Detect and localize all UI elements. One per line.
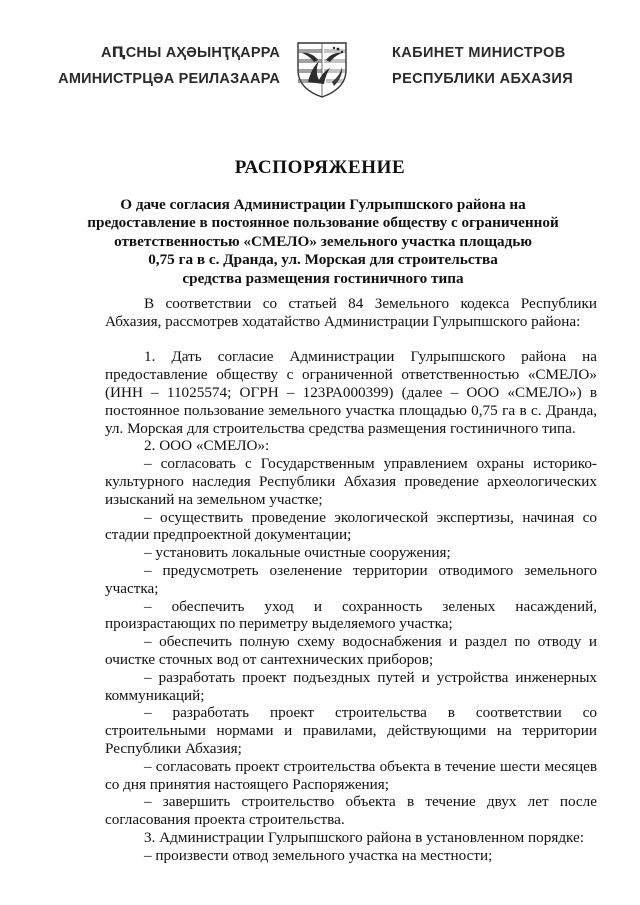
item-2-subitem: – обеспечить уход и сохранность зеленых насаждений, произрастающих по периметру выделяемого участка; <box>105 597 597 633</box>
item-2-subitem: – обеспечить полную схему водоснабжения и раздел по отводу и очистке сточных вод от сантехнических приборов; <box>105 633 597 668</box>
letterhead-russian-line-2: РЕСПУБЛИКИ АБХАЗИЯ <box>392 71 574 87</box>
item-2-paragraph: 2. ООО «СМЕЛО»: <box>144 437 270 455</box>
subject-line: предоставление в постоянное пользование обществу с ограниченной <box>87 214 559 232</box>
item-2-subitem: – завершить строительство объекта в течение двух лет после согласования проекта строительства. <box>105 793 597 829</box>
letterhead <box>0 40 640 90</box>
item-2-subitem: – разработать проект строительства в соответствии со строительными нормами и правилами, действующими на территории Республики Абхазия; <box>105 704 597 757</box>
coat-of-arms-icon <box>294 40 350 98</box>
letterhead-russian-line-1: КАБИНЕТ МИНИСТРОВ <box>392 45 566 61</box>
item-2-subitem: – установить локальные очистные сооружения; <box>144 544 451 562</box>
document-body <box>105 295 597 865</box>
item-3-subitem: – произвести отвод земельного участка на местности; <box>144 846 493 864</box>
item-2-subitem: – осуществить проведение экологической экспертизы, начиная со стадии предпроектной документации; <box>105 508 597 544</box>
subject-line: О даче согласия Администрации Гулрыпшского района на <box>120 196 526 213</box>
document-title: РАСПОРЯЖЕНИЕ <box>234 157 406 178</box>
letterhead-abkhaz-line-1: АԤСНЫ АҲӘЫНҬҚАРРА <box>101 45 280 61</box>
letterhead-russian <box>392 40 573 92</box>
subject-line: ответственностью «СМЕЛО» земельного участка площадью <box>114 232 532 250</box>
letterhead-abkhaz <box>58 40 280 92</box>
item-1-paragraph: 1. Дать согласие Администрации Гулрыпшского района на предоставление обществу с ограниченной ответственностью «СМЕЛО» (ИНН – 11025574; ОГРН – 123РА000399) (далее – ООО «СМЕЛО») в постоянное пользование земельного участка площадью 0,75 га в с. Дранда, ул. Морская для строительства средства размещения гостиничного типа. <box>105 348 597 437</box>
subject-line: средства размещения гостиничного типа <box>182 269 464 287</box>
item-2-subitem: – разработать проект подъездных путей и устройства инженерных коммуникаций; <box>105 668 597 704</box>
preamble-paragraph: В соответствии со статьей 84 Земельного кодекса Республики Абхазия, рассмотрев ходатайство Администрации Гулрыпшского района: <box>105 295 597 330</box>
item-3-paragraph: 3. Администрации Гулрыпшского района в установленном порядке: <box>144 828 585 846</box>
item-2-subitem: – предусмотреть озеленение территории отводимого земельного участка; <box>105 561 597 597</box>
document-subject <box>80 196 566 288</box>
subject-line: 0,75 га в с. Дранда, ул. Морская для строительства <box>148 251 498 269</box>
item-2-subitem: – согласовать проект строительства объекта в течение шести месяцев со дня принятия настоящего Распоряжения; <box>105 757 597 793</box>
item-2-subitem: – согласовать с Государственным управлением охраны историко-культурного наследия Республики Абхазия проведение археологических изысканий на земельном участке; <box>105 455 597 508</box>
letterhead-abkhaz-line-2: АМИНИСТРЦӘА РЕИЛАЗААРА <box>58 71 280 87</box>
